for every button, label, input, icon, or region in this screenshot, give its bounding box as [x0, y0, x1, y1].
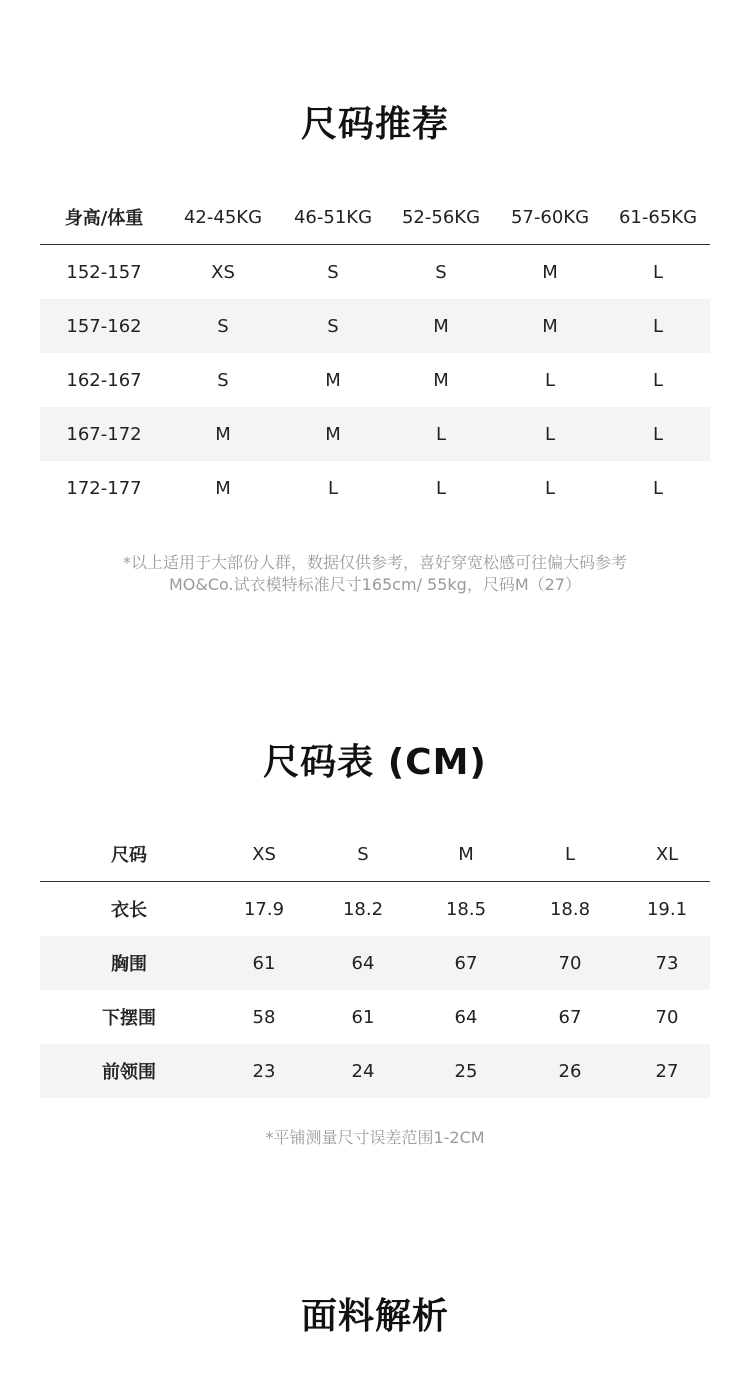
measurement-cell: 67	[416, 936, 516, 990]
table-header-row	[40, 190, 710, 245]
measurement-cell: 67	[558, 1006, 582, 1028]
table-row	[40, 990, 710, 1044]
column-header: XL	[624, 827, 710, 882]
column-header: M	[416, 827, 516, 882]
size-cell: XS	[211, 261, 235, 283]
measurement-cell: 23	[218, 1044, 310, 1098]
measurement-cell: 17.9	[243, 898, 285, 920]
size-cell: L	[544, 369, 556, 391]
size-cell: L	[606, 299, 710, 353]
size-cell: L	[652, 261, 664, 283]
table-row	[40, 882, 710, 937]
size-recommend-title: 尺码推荐	[300, 104, 449, 145]
size-cell: M	[325, 369, 341, 391]
size-cell: L	[652, 477, 664, 499]
table-row	[40, 299, 710, 353]
size-cell: L	[652, 369, 664, 391]
size-cell: L	[494, 407, 606, 461]
measurement-cell: 18.5	[445, 898, 487, 920]
size-chart-title: 尺码表 (CM)	[263, 742, 487, 783]
table-row	[40, 245, 710, 300]
measurement-label: 下摆围	[102, 1008, 156, 1029]
recommend-note-line1: *以上适用于大部份人群，数据仅供参考，喜好穿宽松感可往偏大码参考	[122, 553, 627, 572]
size-cell: S	[327, 261, 339, 283]
column-header: 身高/体重	[40, 190, 168, 245]
size-recommend-table	[40, 190, 710, 515]
fabric-title: 面料解析	[300, 1296, 449, 1337]
measurement-cell: 26	[516, 1044, 624, 1098]
measurement-cell: 64	[310, 936, 416, 990]
measurement-cell: 58	[252, 1006, 276, 1028]
size-cell: S	[217, 369, 229, 391]
size-cell: L	[388, 407, 494, 461]
table-row	[40, 936, 710, 990]
table-row	[40, 1044, 710, 1098]
size-cell: M	[494, 299, 606, 353]
table-header-row	[40, 827, 710, 882]
column-header: XS	[218, 827, 310, 882]
height-cell: 167-172	[40, 407, 168, 461]
column-header: 46-51KG	[278, 190, 388, 245]
size-cell: M	[542, 261, 558, 283]
height-cell: 157-162	[40, 299, 168, 353]
column-header: 52-56KG	[388, 190, 494, 245]
column-header: S	[310, 827, 416, 882]
size-cell: L	[606, 407, 710, 461]
size-cell: S	[168, 299, 278, 353]
height-cell: 152-157	[66, 261, 142, 283]
size-cell: S	[435, 261, 447, 283]
size-cell: L	[327, 477, 339, 499]
measurement-label: 前领围	[40, 1044, 218, 1098]
measurement-cell: 61	[351, 1006, 375, 1028]
size-cell: L	[435, 477, 447, 499]
column-header: 61-65KG	[606, 190, 710, 245]
table-row	[40, 461, 710, 515]
size-cell: M	[433, 369, 449, 391]
measurement-label: 胸围	[40, 936, 218, 990]
size-cell: S	[278, 299, 388, 353]
measurement-cell: 19.1	[646, 898, 688, 920]
size-cell: M	[168, 407, 278, 461]
height-cell: 172-177	[66, 477, 142, 499]
measurement-cell: 64	[454, 1006, 478, 1028]
measurement-cell: 24	[310, 1044, 416, 1098]
table-row	[40, 353, 710, 407]
column-header: 42-45KG	[168, 190, 278, 245]
height-cell: 162-167	[66, 369, 142, 391]
size-cell: M	[278, 407, 388, 461]
size-chart-note: *平铺测量尺寸误差范围1-2CM	[265, 1128, 485, 1147]
measurement-cell: 73	[624, 936, 710, 990]
size-chart-table	[40, 827, 710, 1098]
column-header: 57-60KG	[494, 190, 606, 245]
column-header: L	[516, 827, 624, 882]
measurement-cell: 70	[655, 1006, 679, 1028]
measurement-cell: 18.2	[342, 898, 384, 920]
column-header: 尺码	[40, 827, 218, 882]
measurement-cell: 27	[624, 1044, 710, 1098]
recommend-note-line2: MO&Co.试衣模特标准尺寸165cm/ 55kg，尺码M（27）	[169, 575, 581, 594]
size-cell: M	[215, 477, 231, 499]
measurement-cell: 70	[516, 936, 624, 990]
measurement-cell: 61	[218, 936, 310, 990]
size-cell: L	[544, 477, 556, 499]
measurement-cell: 25	[416, 1044, 516, 1098]
measurement-cell: 18.8	[549, 898, 591, 920]
table-row	[40, 407, 710, 461]
size-cell: M	[388, 299, 494, 353]
measurement-label: 衣长	[111, 900, 147, 921]
